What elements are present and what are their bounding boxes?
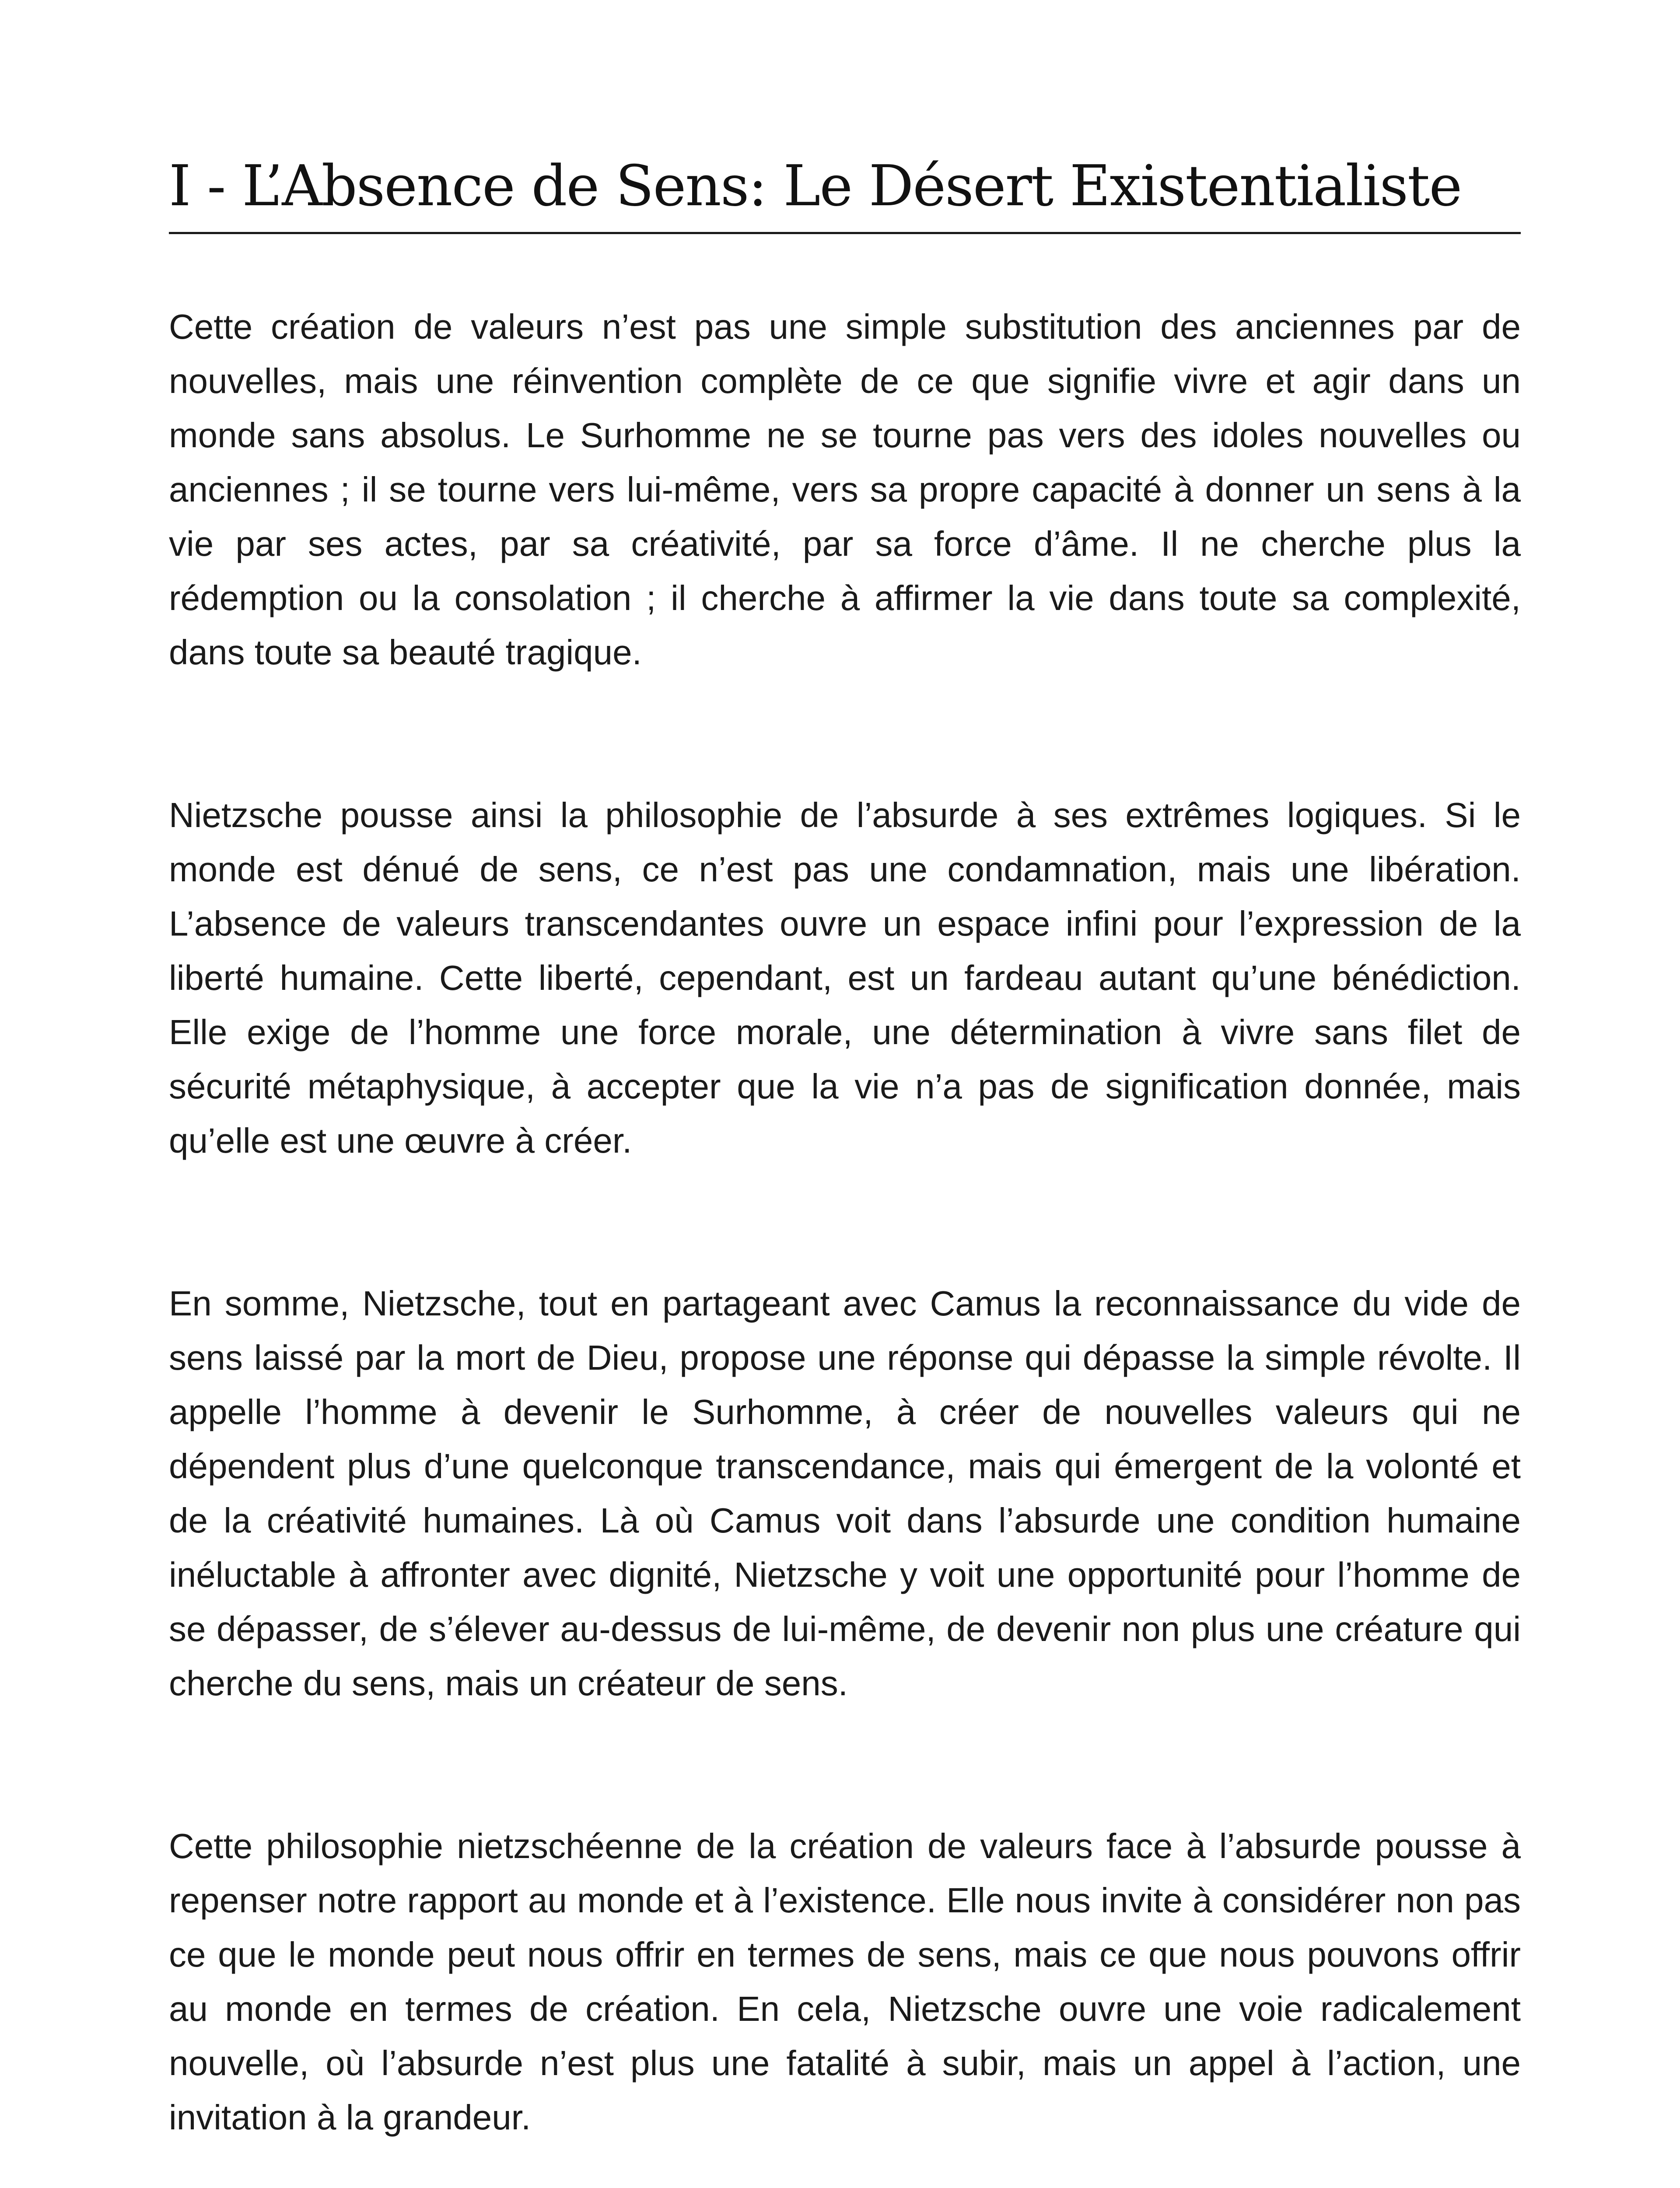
paragraph: Nietzsche pousse ainsi la philosophie de l’absurde à ses extrêmes logiques. Si le monde est dénué de sens, ce n’est pas une condamnation, mais une libération. L’absence de valeurs transcendantes ouvre un espace infini pour l’expression de la liberté humaine. Cette liberté, cependant, est un fardeau autant qu’une bénédiction. Elle exige de l’homme une force morale, une détermination à vivre sans filet de sécurité métaphysique, à accepter que la vie n’a pas de signification donnée, mais qu’elle est une œuvre à créer.	[169, 796, 1521, 1160]
page-header	[169, 144, 1521, 234]
paragraph: Cette création de valeurs n’est pas une simple substitution des anciennes par de nouvelles, mais une réinvention complète de ce que signifie vivre et agir dans un monde sans absolus. Le Surhomme ne se tourne pas vers des idoles nouvelles ou anciennes ; il se tourne vers lui-même, vers sa propre capacité à donner un sens à la vie par ses actes, par sa créativité, par sa force d’âme. Il ne cherche plus la rédemption ou la consolation ; il cherche à affirmer la vie dans toute sa complexité, dans toute sa beauté tragique.	[169, 307, 1521, 672]
document-body	[169, 300, 1521, 2188]
paragraph: Cette philosophie nietzschéenne de la création de valeurs face à l’absurde pousse à repenser notre rapport au monde et à l’existence. Elle nous invite à considérer non pas ce que le monde peut nous offrir en termes de sens, mais ce que nous pouvons offrir au monde en termes de création. En cela, Nietzsche ouvre une voie radicalement nouvelle, où l’absurde n’est plus une fatalité à subir, mais un appel à l’action, une invitation à la grandeur.	[169, 1827, 1521, 2137]
page-title: I - L’Absence de Sens: Le Désert Existentialiste	[169, 154, 1462, 219]
paragraph: En somme, Nietzsche, tout en partageant avec Camus la reconnaissance du vide de sens laissé par la mort de Dieu, propose une réponse qui dépasse la simple révolte. Il appelle l’homme à devenir le Surhomme, à créer de nouvelles valeurs qui ne dépendent plus d’une quelconque transcendance, mais qui émergent de la volonté et de la créativité humaines. Là où Camus voit dans l’absurde une condition humaine inéluctable à affronter avec dignité, Nietzsche y voit une opportunité pour l’homme de se dépasser, de s’élever au-dessus de lui-même, de devenir non plus une créature qui cherche du sens, mais un créateur de sens.	[169, 1284, 1521, 1703]
